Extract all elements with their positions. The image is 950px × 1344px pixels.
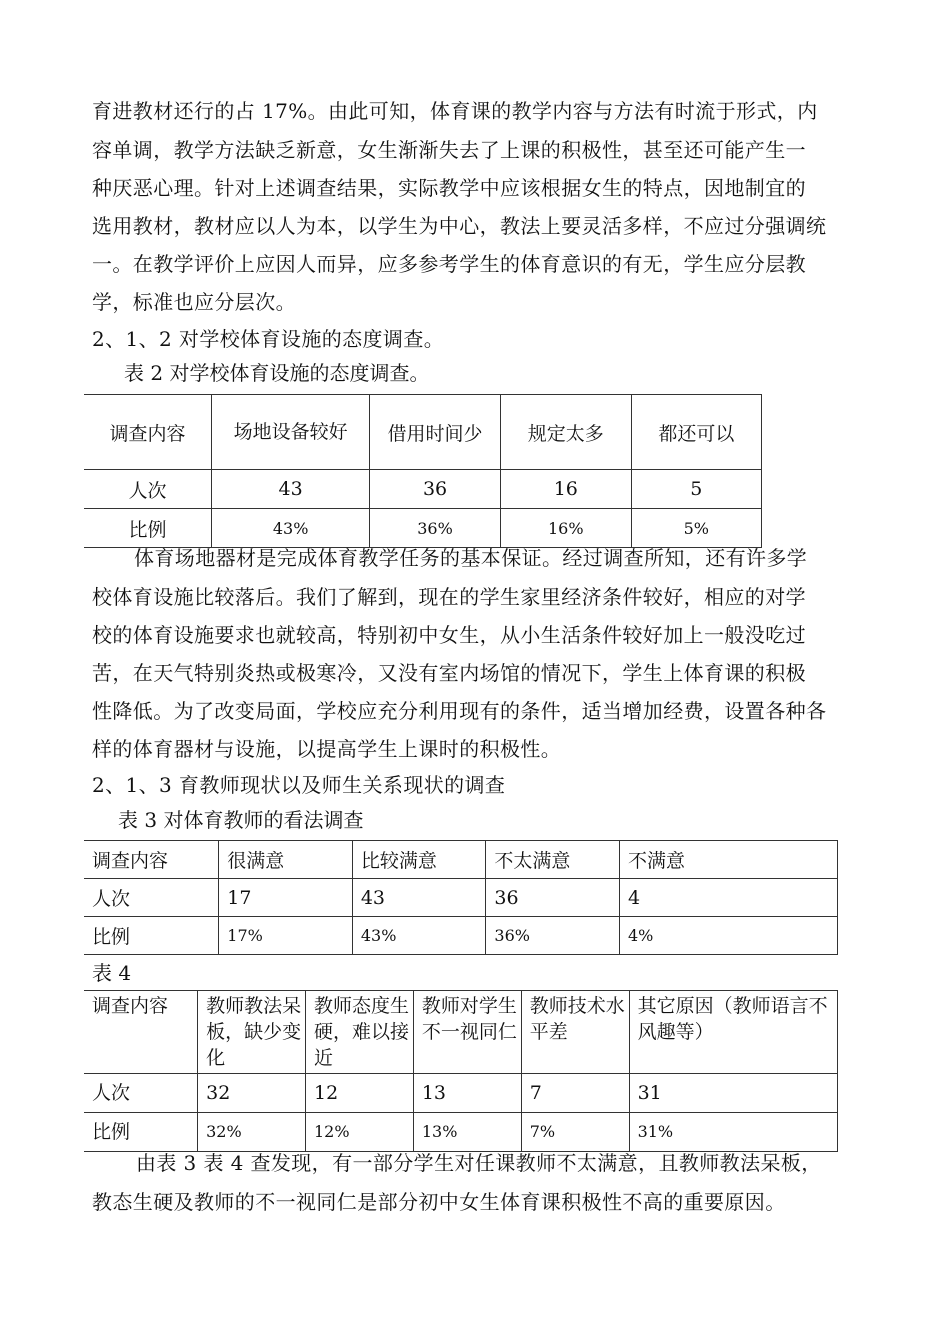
table-cell: 43 xyxy=(352,879,486,917)
section-heading: 2、1、2 对学校体育设施的态度调查。 xyxy=(92,327,445,351)
table-cell: 13 xyxy=(413,1074,521,1113)
table-2-caption: 表 2 对学校体育设施的态度调查。 xyxy=(124,361,430,385)
paragraph-1-line: 一。在教学评价上应因人而异，应多参考学生的体育意识的有无，学生应分层教 xyxy=(92,252,806,276)
table-cell: 36% xyxy=(486,917,620,955)
table-header-cell: 借用时间少 xyxy=(370,395,501,470)
table-cell: 43 xyxy=(212,470,370,509)
table-header-cell: 都还可以 xyxy=(631,395,761,470)
table-cell: 13% xyxy=(413,1113,521,1152)
table-header-cell: 场地设备较好 xyxy=(212,395,370,470)
table-row xyxy=(84,1074,838,1113)
table-header-cell: 调查内容 xyxy=(84,395,212,470)
table-cell: 43% xyxy=(212,509,370,548)
table-header-cell: 教师态度生硬，难以接近 xyxy=(305,991,413,1074)
paragraph-1-line: 容单调，教学方法缺乏新意，女生渐渐失去了上课的积极性，甚至还可能产生一 xyxy=(92,138,806,162)
table-cell: 5% xyxy=(631,509,761,548)
table-cell: 5 xyxy=(631,470,761,509)
table-header-cell: 不太满意 xyxy=(486,841,620,879)
table-row xyxy=(84,1113,838,1152)
table-cell: 12% xyxy=(305,1113,413,1152)
table-3 xyxy=(84,840,838,955)
table-row xyxy=(84,879,838,917)
paragraph-1-line: 育进教材还行的占 17%。由此可知，体育课的教学内容与方法有时流于形式，内 xyxy=(92,99,818,123)
paragraph-2-line: 体育场地器材是完成体育教学任务的基本保证。经过调查所知，还有许多学 xyxy=(134,546,808,570)
table-cell: 31 xyxy=(629,1074,837,1113)
table-cell: 比例 xyxy=(84,509,212,548)
table-cell: 16% xyxy=(500,509,631,548)
table-header-cell: 其它原因（教师语言不风趣等） xyxy=(629,991,837,1074)
table-cell: 人次 xyxy=(84,470,212,509)
table-cell: 17 xyxy=(219,879,353,917)
table-row xyxy=(84,509,762,548)
table-cell: 12 xyxy=(305,1074,413,1113)
section-heading: 2、1、3 育教师现状以及师生关系现状的调查 xyxy=(92,773,506,797)
table-cell: 32% xyxy=(198,1113,306,1152)
table-2 xyxy=(84,394,762,548)
table-cell: 16 xyxy=(500,470,631,509)
table-header-cell: 教师技术水平差 xyxy=(521,991,629,1074)
table-cell: 比例 xyxy=(84,917,219,955)
table-cell: 7 xyxy=(521,1074,629,1113)
table-4-caption: 表 4 xyxy=(92,961,132,985)
table-cell: 17% xyxy=(219,917,353,955)
table-header-cell: 比较满意 xyxy=(352,841,486,879)
table-header-cell: 调查内容 xyxy=(84,991,198,1074)
table-header-cell: 调查内容 xyxy=(84,841,219,879)
table-row xyxy=(84,917,838,955)
table-header-cell: 不满意 xyxy=(619,841,837,879)
table-cell: 4 xyxy=(619,879,837,917)
table-header-row xyxy=(84,991,838,1074)
table-4 xyxy=(84,990,838,1152)
table-cell: 32 xyxy=(198,1074,306,1113)
paragraph-1-line: 种厌恶心理。针对上述调查结果，实际教学中应该根据女生的特点，因地制宜的 xyxy=(92,176,806,200)
table-cell: 比例 xyxy=(84,1113,198,1152)
table-cell: 31% xyxy=(629,1113,837,1152)
paragraph-1-line: 学，标准也应分层次。 xyxy=(92,290,296,314)
table-row xyxy=(84,470,762,509)
paragraph-3-line: 由表 3 表 4 查发现，有一部分学生对任课教师不太满意，且教师教法呆板， xyxy=(136,1151,822,1175)
paragraph-1-line: 选用教材，教材应以人为本，以学生为中心，教法上要灵活多样，不应过分强调统 xyxy=(92,214,827,238)
table-cell: 36 xyxy=(370,470,501,509)
paragraph-2-line: 苦，在天气特别炎热或极寒冷，又没有室内场馆的情况下，学生上体育课的积极 xyxy=(92,661,806,685)
table-header-cell: 很满意 xyxy=(219,841,353,879)
paragraph-2-line: 校的体育设施要求也就较高，特别初中女生，从小生活条件较好加上一般没吃过 xyxy=(92,623,806,647)
table-cell: 7% xyxy=(521,1113,629,1152)
table-header-row xyxy=(84,841,838,879)
table-cell: 36% xyxy=(370,509,501,548)
table-header-row xyxy=(84,395,762,470)
table-cell: 36 xyxy=(486,879,620,917)
table-cell: 4% xyxy=(619,917,837,955)
table-3-caption: 表 3 对体育教师的看法调查 xyxy=(118,808,364,832)
paragraph-3-line: 教态生硬及教师的不一视同仁是部分初中女生体育课积极性不高的重要原因。 xyxy=(92,1190,786,1214)
paragraph-2-line: 样的体育器材与设施，以提高学生上课时的积极性。 xyxy=(92,737,562,761)
table-header-cell: 规定太多 xyxy=(500,395,631,470)
table-cell: 人次 xyxy=(84,1074,198,1113)
table-header-cell: 教师教法呆板，缺少变化 xyxy=(198,991,306,1074)
table-cell: 43% xyxy=(352,917,486,955)
paragraph-2-line: 性降低。为了改变局面，学校应充分利用现有的条件，适当增加经费，设置各种各 xyxy=(92,699,827,723)
table-cell: 人次 xyxy=(84,879,219,917)
paragraph-2-line: 校体育设施比较落后。我们了解到，现在的学生家里经济条件较好，相应的对学 xyxy=(92,585,806,609)
table-header-cell: 教师对学生不一视同仁 xyxy=(413,991,521,1074)
